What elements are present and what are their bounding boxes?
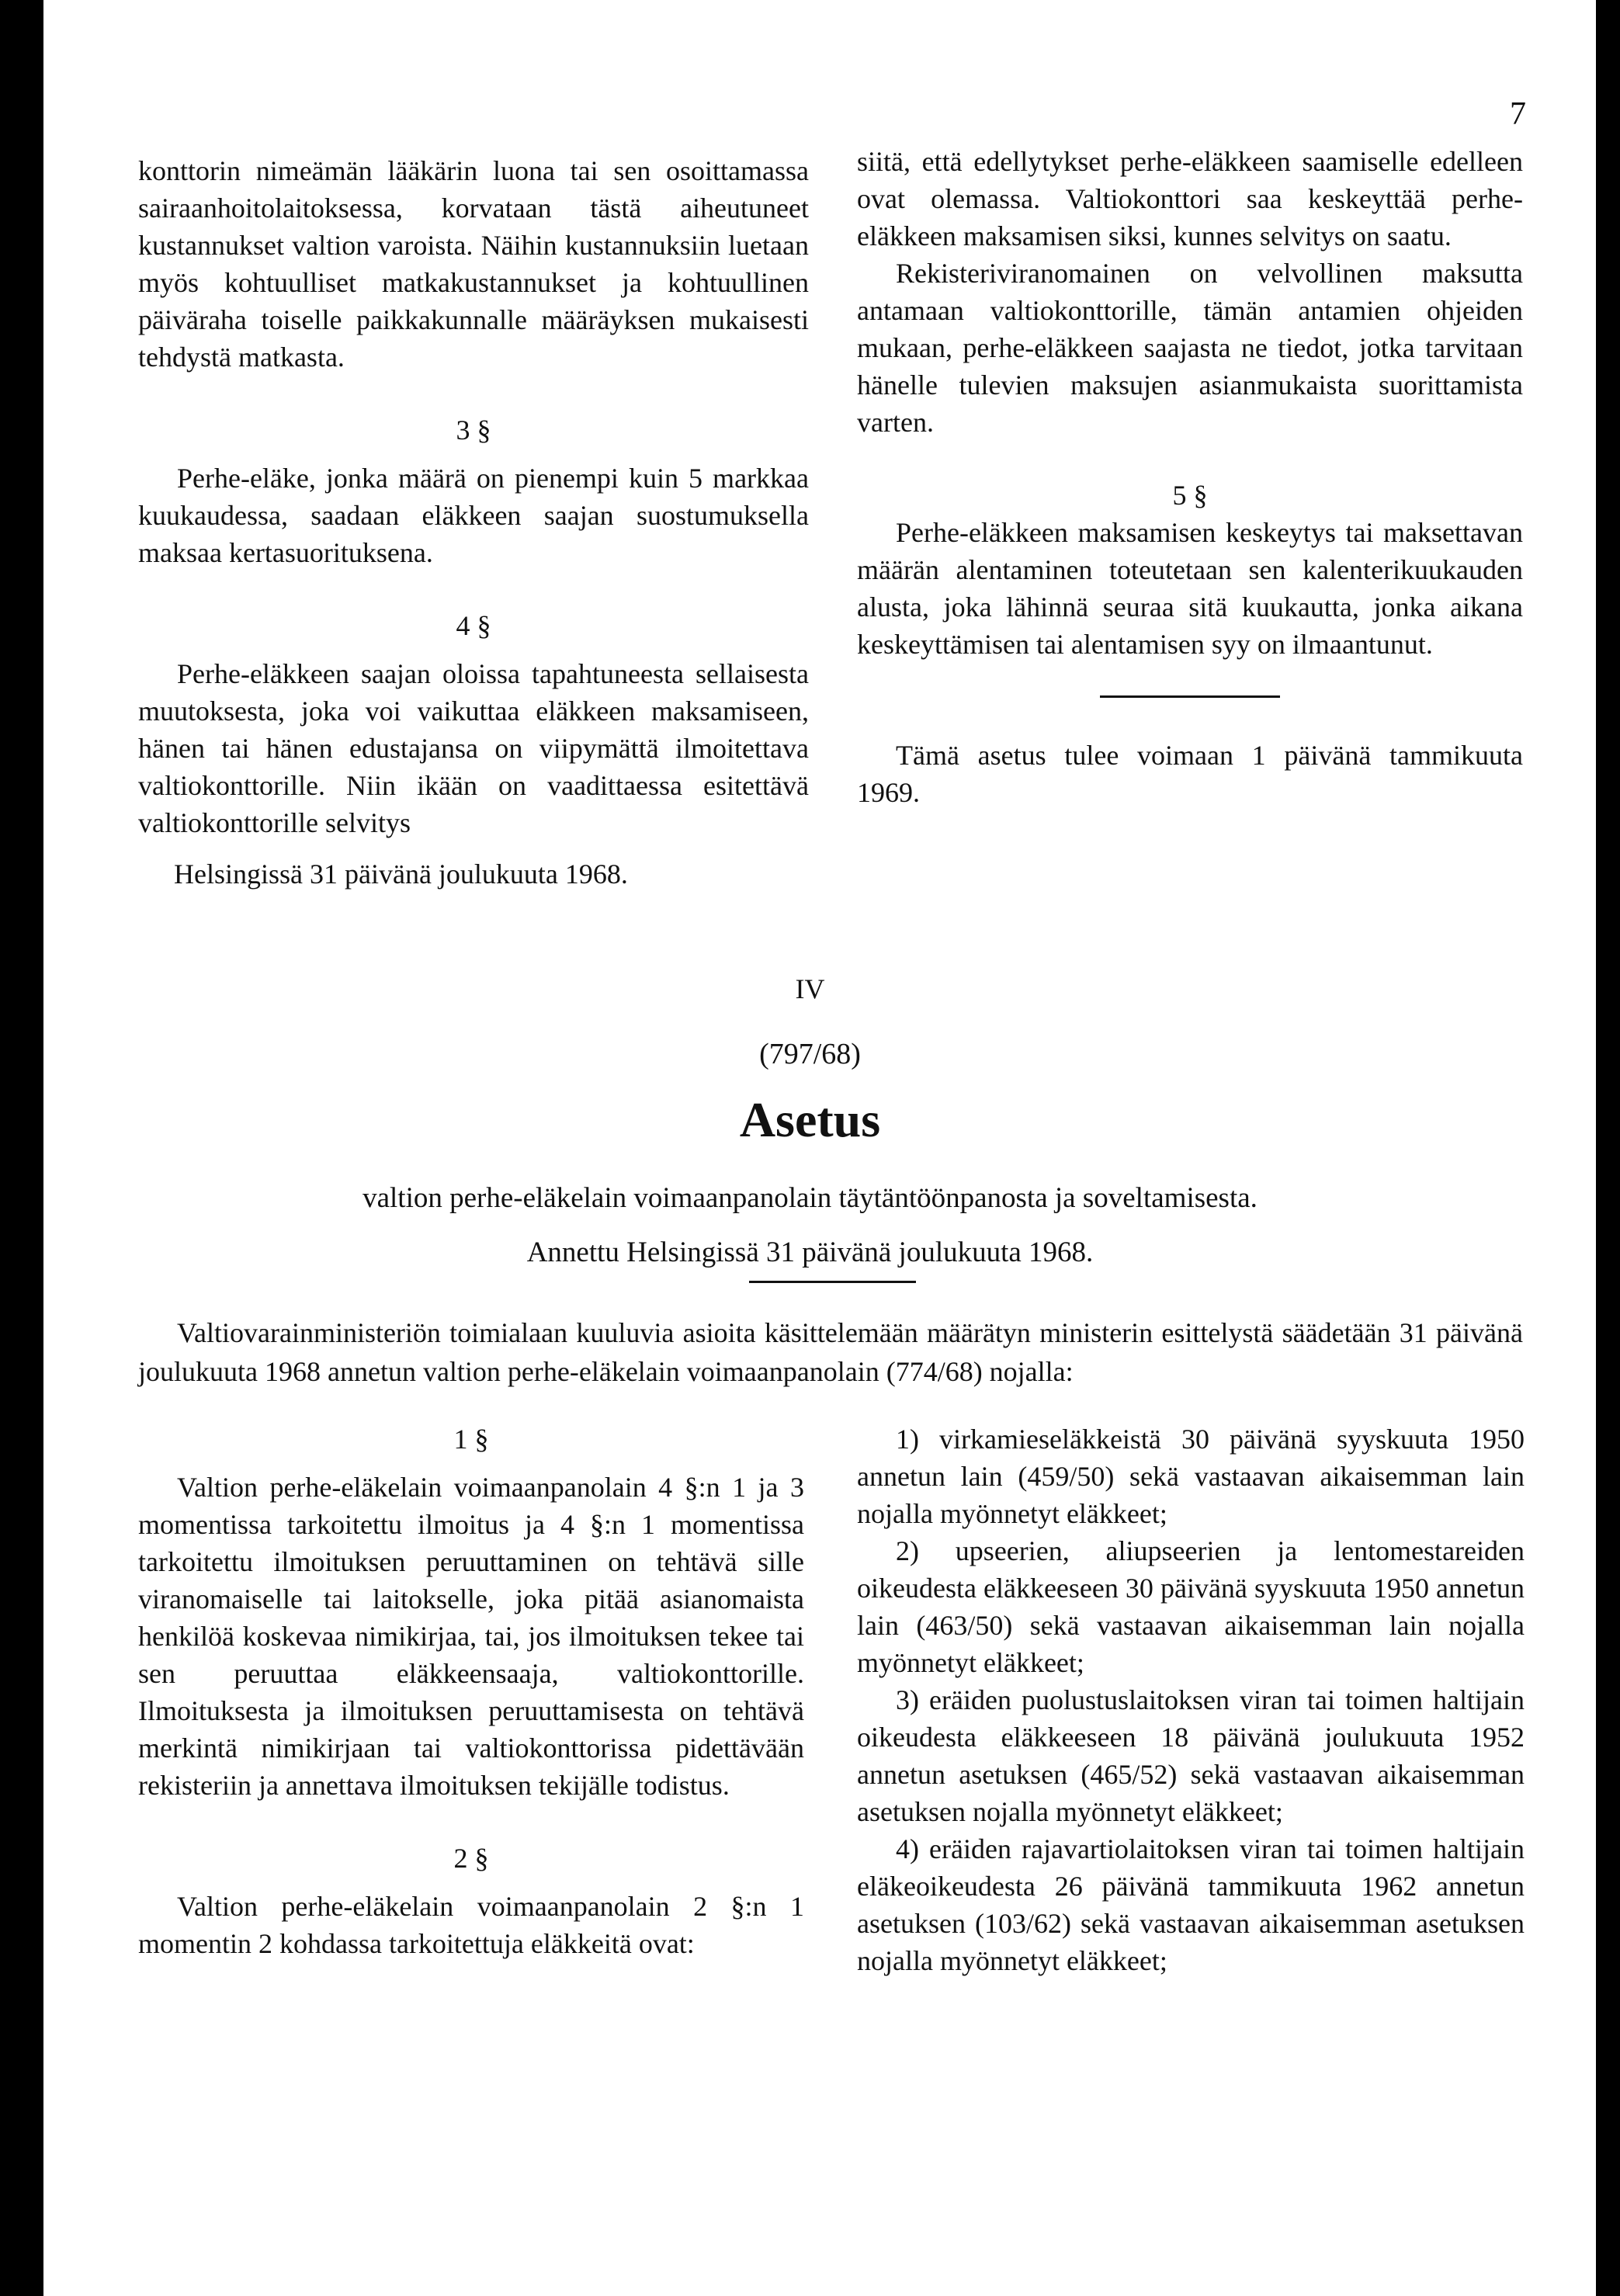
section-1-heading: 1 § (453, 1424, 489, 1455)
section-divider (1100, 695, 1280, 698)
title-underline (749, 1281, 916, 1283)
decree-title: Asetus (739, 1092, 881, 1147)
decree-number: (797/68) (759, 1038, 861, 1070)
decree-preamble (138, 1313, 1523, 1391)
pension-list-item: 3) eräiden puolustuslaitoksen viran tai toimen haltijain oikeudesta eläkkeeseen 18 päivänä joulukuuta 1952 annetun asetuksen (465/52) sekä vastaavan aikaisemman asetuksen nojalla myönnetyt eläkkeet; (857, 1684, 1525, 1827)
right-para-continuation: siitä, että edellytykset perhe-eläkkeen saamiselle edelleen ovat olemassa. Valtiokonttori saa keskeyttää perhe-eläkkeen maksamisen siksi, kunnes selvitys on saatu. (857, 146, 1523, 251)
decree-issued-line: Annettu Helsingissä 31 päivänä joulukuuta 1968. (526, 1236, 1094, 1268)
pension-list-item: 1) virkamieseläkkeistä 30 päivänä syyskuuta 1950 annetun lain (459/50) sekä vastaavan aikaisemman lain nojalla myönnetyt eläkkeet; (857, 1424, 1525, 1529)
page-number: 7 (1510, 96, 1526, 132)
pension-list-item: 4) eräiden rajavartiolaitoksen viran tai toimen haltijain eläkeoikeudesta 26 päivänä tammikuuta 1962 annetun asetuksen (103/62) sekä vastaavan aikaisemman asetuksen nojalla myönnetyt eläkkeet; (857, 1833, 1525, 1976)
section-4-text: Perhe-eläkkeen saajan oloissa tapahtuneesta sellaisesta muutoksesta, joka voi vaikuttaa eläkkeen maksamiseen, hänen tai hänen edustajansa on viipymättä ilmoitettava valtiokonttorille. Niin ikään on vaadittaessa esitettävä valtiokonttorille selvitys (138, 658, 809, 838)
left-para-continuation: konttorin nimeämän lääkärin luona tai sen osoittamassa sairaanhoitolaitoksessa, korvataan tästä aiheutuneet kustannukset valtion varoista. Näihin kustannuksiin luetaan myös kohtuulliset matkakustannukset ja kohtuullinen päiväraha toiselle paikkakunnalle määräyksen mukaisesti tehdystä matkasta. (138, 155, 809, 373)
section-4-heading: 4 § (456, 610, 491, 641)
effective-date-text: Tämä asetus tulee voimaan 1 päivänä tammikuuta 1969. (857, 740, 1523, 808)
decree-subtitle: valtion perhe-eläkelain voimaanpanolain täytäntöönpanosta ja soveltamisesta. (363, 1182, 1257, 1214)
section-3-text: Perhe-eläke, jonka määrä on pienempi kuin 5 markkaa kuukaudessa, saadaan eläkkeen saajan suostumuksella maksaa kertasuorituksena. (138, 463, 809, 568)
decree-roman-numeral: IV (795, 973, 825, 1004)
bottom-left-column (138, 1420, 804, 1962)
signature-line: Helsingissä 31 päivänä joulukuuta 1968. (174, 858, 628, 890)
section-2-heading: 2 § (453, 1843, 489, 1874)
section-5-text: Perhe-eläkkeen maksamisen keskeytys tai maksettavan määrän alentaminen toteutetaan sen kalenterikuukauden alusta, joka lähinnä seuraa sitä kuukautta, jonka aikana keskeyttämisen tai alentamisen syy on ilmaantunut. (857, 517, 1523, 660)
section-3-heading: 3 § (456, 414, 491, 446)
pension-list-item: 2) upseerien, aliupseerien ja lentomestareiden oikeudesta eläkkeeseen 30 päivänä syyskuuta 1950 annetun lain (463/50) sekä vastaavan aikaisemman lain nojalla myönnetyt eläkkeet; (857, 1535, 1525, 1678)
right-column (857, 143, 1523, 811)
registry-authority-paragraph: Rekisteriviranomainen on velvollinen maksutta antamaan valtiokonttorille, tämän antamien ohjeiden mukaan, perhe-eläkkeen saajasta ne tiedot, jotka tarvitaan hänelle tulevien maksujen asianmukaista suorittamista varten. (857, 258, 1523, 438)
left-column (138, 152, 809, 893)
section-5-heading: 5 § (1172, 480, 1208, 511)
section-2-text: Valtion perhe-eläkelain voimaanpanolain 2 §:n 1 momentin 2 kohdassa tarkoitettuja eläkkeitä ovat: (138, 1891, 804, 1959)
bottom-right-column (857, 1420, 1525, 1979)
preamble-text: Valtiovarainministeriön toimialaan kuuluvia asioita käsittelemään määrätyn ministerin esittelystä säädetään 31 päivänä joulukuuta 1968 annetun valtion perhe-eläkelain voimaanpanolain (774/68) nojalla: (138, 1317, 1523, 1387)
section-1-text: Valtion perhe-eläkelain voimaanpanolain 4 §:n 1 ja 3 momentissa tarkoitettu ilmoitus ja 4 §:n 1 momentissa tarkoitettu ilmoituksen peruuttaminen on tehtävä sille viranomaiselle tai laitokselle, joka pitää asianomaista henkilöä koskevaa nimikirjaa, tai, jos ilmoituksen tekee tai sen peruuttaa eläkkeensaaja, valtiokonttorille. Ilmoituksesta ja ilmoituksen peruuttamisesta on tehtävä merkintä nimikirjaan tai valtiokonttorissa pidettävään rekisteriin ja annettava ilmoituksen tekijälle todistus. (138, 1472, 804, 1801)
